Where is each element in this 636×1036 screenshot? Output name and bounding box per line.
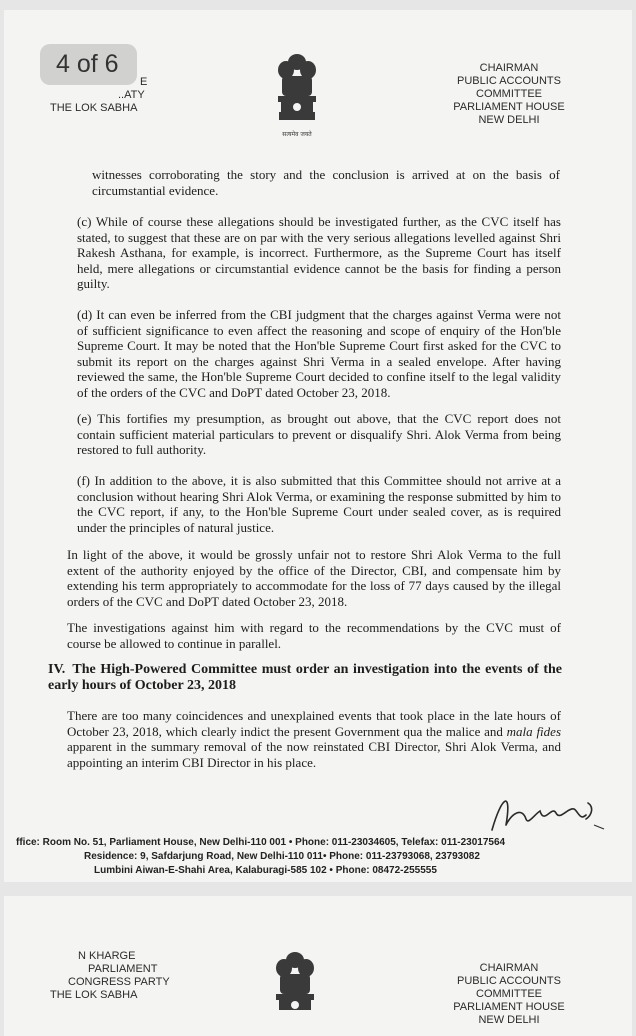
emblem-caption: सत्यमेव जयते: [282, 131, 312, 138]
letterhead-right: [424, 62, 594, 127]
paragraph-continuation: witnesses corroborating the story and the conclusion is arrived at on the basis of circumstantial evidence.: [92, 167, 560, 198]
letterhead-left-line4: THE LOK SABHA: [50, 989, 138, 1001]
section-heading-text: The High-Powered Committee must order an investigation into the events of the early hours of October 23, 2018: [48, 662, 563, 693]
letterhead-right-line1: CHAIRMAN: [479, 62, 539, 74]
letterhead-left-line2: ..ATY: [118, 89, 145, 101]
letterhead-right-line4: NEW DELHI: [478, 114, 540, 126]
letterhead-right: [424, 962, 594, 1027]
paragraph-c: (c) While of course these allegations should be investigated further, as the CVC itself has stated, to suggest that these are on par with the very serious allegations levelled against Shri Rakesh Asthana, for example, is incorrect. Furthermore, as the Supreme Court has itself held, mere allegations or circumstantial evidence cannot be the basis for finding a person guilty.: [77, 214, 561, 291]
letterhead-left: [50, 950, 180, 1002]
paragraph-coincidences-part1: There are too many coincidences and unexplained events that took place in the late hours of October 23, 2018, which clearly indict the present Government qua the malice and: [67, 708, 561, 739]
letterhead-left-line1: E: [140, 76, 148, 88]
page-counter: 4 of 6: [40, 44, 137, 85]
paragraph-coincidences: [67, 708, 561, 770]
letterhead-left-line2: PARLIAMENT: [88, 963, 158, 975]
section-heading-iv: [48, 662, 562, 694]
paragraph-coincidences-part2: apparent in the summary removal of the now reinstated CBI Director, Shri Alok Verma, and appointing an interim CBI Director in his place.: [67, 739, 561, 770]
letterhead-right-line3: PARLIAMENT HOUSE: [453, 101, 565, 113]
paragraph-coincidences-italic: mala fides: [506, 723, 562, 739]
national-emblem-icon: [272, 48, 322, 148]
paragraph-f: (f) In addition to the above, it is also submitted that this Committee should not arrive at a conclusion without hearing Shri Alok Verma, or examining the response submitted by him to the CVC report, if any, to the Hon'ble Supreme Court under sealed cover, as is required under the principles of natural justice.: [77, 473, 561, 535]
document-page-4: [4, 10, 632, 882]
paragraph-investigations: The investigations against him with regard to the recommendations by the CVC must of course be allowed to continue in parallel.: [67, 620, 561, 651]
paragraph-d: (d) It can even be inferred from the CBI judgment that the charges against Verma were not of sufficient significance to even affect the reasoning and scope of enquiry of the Hon'ble Supreme Court. It may be noted that the Hon'ble Supreme Court first asked for the CVC to submit its report on the charges against Shri Verma in a sealed envelope. After having reviewed the same, the Hon'ble Supreme Court decided to confine itself to the legal validity of the orders of the CVC and DoPT dated October 23, 2018.: [77, 307, 561, 400]
paragraph-e: (e) This fortifies my presumption, as brought out above, that the CVC report does not contain sufficient material particulars to prevent or disqualify Shri. Alok Verma from being restored to full authority.: [77, 411, 561, 457]
document-page-5: [4, 896, 632, 1036]
letterhead-right-line2: PUBLIC ACCOUNTS COMMITTEE: [457, 975, 561, 1000]
national-emblem-icon: [270, 946, 320, 1026]
letterhead-right-line2: PUBLIC ACCOUNTS COMMITTEE: [457, 75, 561, 100]
paragraph-in-light: In light of the above, it would be grossly unfair not to restore Shri Alok Verma to the full extent of the authority enjoyed by the office of the Director, CBI, and compensate him by extending his term appropriately to accommodate for the loss of 77 days caused by the illegal orders of the CVC and DoPT dated October 23, 2018.: [67, 547, 561, 609]
footer-kalaburagi: Lumbini Aiwan-E-Shahi Area, Kalaburagi-585 102 • Phone: 08472-255555: [94, 865, 437, 876]
letterhead-left-line3: THE LOK SABHA: [50, 102, 138, 114]
letterhead-left-line1: N KHARGE: [78, 950, 136, 962]
letterhead-right-line1: CHAIRMAN: [479, 962, 539, 974]
section-number: IV.: [48, 662, 66, 677]
footer-residence: Residence: 9, Safdarjung Road, New Delhi-110 011• Phone: 011-23793068, 23793082: [84, 851, 480, 862]
letterhead-right-line4: NEW DELHI: [478, 1014, 540, 1026]
footer-office: ffice: Room No. 51, Parliament House, New Delhi-110 001 • Phone: 011-23034605, Telefax: 011-23017564: [16, 837, 506, 848]
letterhead-right-line3: PARLIAMENT HOUSE: [453, 1001, 565, 1013]
letterhead-left-line3: CONGRESS PARTY: [68, 976, 170, 988]
